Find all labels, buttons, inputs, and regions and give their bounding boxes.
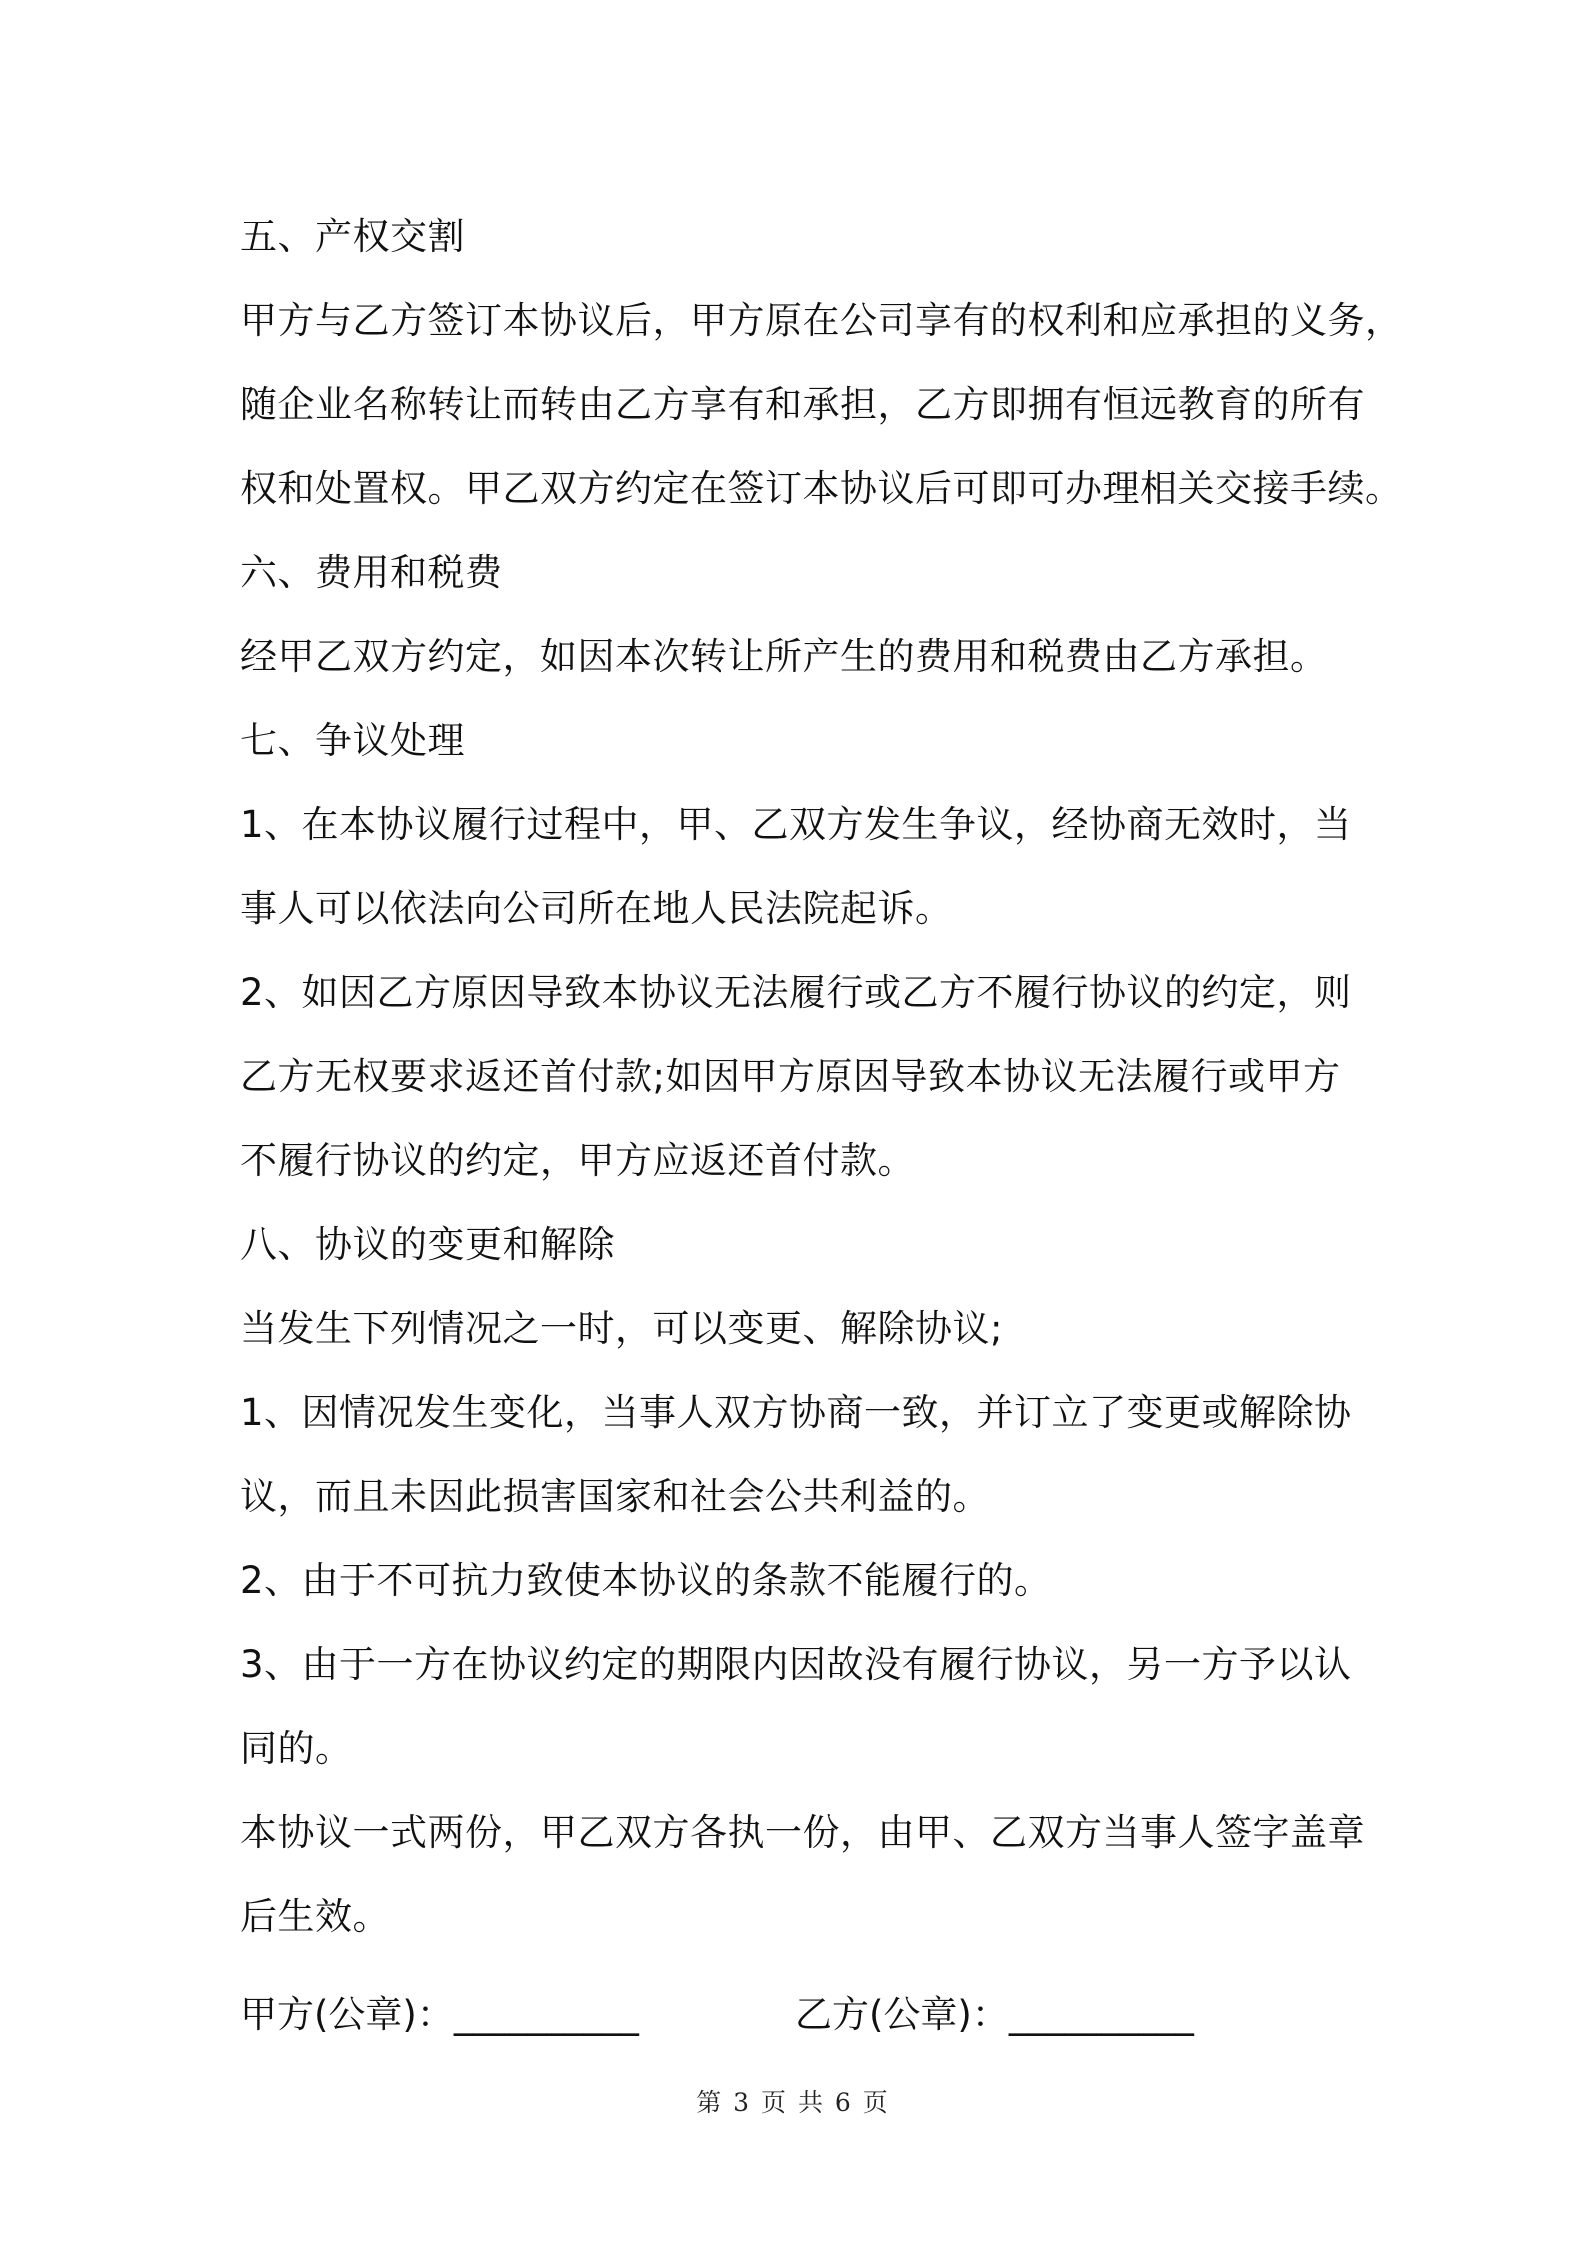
paragraph-line: 权和处置权。甲乙双方约定在签订本协议后可即可办理相关交接手续。 — [240, 467, 1403, 510]
paragraph-line: 2、如因乙方原因导致本协议无法履行或乙方不履行协议的约定，则 — [240, 971, 1352, 1014]
paragraph-line: 议，而且未因此损害国家和社会公共利益的。 — [240, 1475, 990, 1518]
paragraph-line: 随企业名称转让而转由乙方享有和承担，乙方即拥有恒远教育的所有 — [240, 383, 1365, 426]
paragraph-line: 同的。 — [240, 1727, 353, 1770]
paragraph-line: 本协议一式两份，甲乙双方各执一份，由甲、乙双方当事人签字盖章 — [240, 1811, 1365, 1854]
paragraph-line: 经甲乙双方约定，如因本次转让所产生的费用和税费由乙方承担。 — [240, 635, 1328, 678]
section-heading-8: 八、协议的变更和解除 — [240, 1223, 615, 1266]
party-a-signature: 甲方(公章)：__________ — [240, 1993, 639, 2036]
paragraph-line: 事人可以依法向公司所在地人民法院起诉。 — [240, 887, 953, 930]
section-heading-7: 七、争议处理 — [240, 719, 465, 762]
signature-row — [240, 1973, 1380, 2057]
paragraph-line: 1、在本协议履行过程中，甲、乙双方发生争议，经协商无效时，当 — [240, 803, 1352, 846]
section-heading-6: 六、费用和税费 — [240, 551, 503, 594]
paragraph-line: 2、由于不可抗力致使本协议的条款不能履行的。 — [240, 1559, 1052, 1602]
page-number-footer: 第 3 页 共 6 页 — [696, 2088, 890, 2117]
paragraph-line: 1、因情况发生变化，当事人双方协商一致，并订立了变更或解除协 — [240, 1391, 1352, 1434]
paragraph-line: 甲方与乙方签订本协议后，甲方原在公司享有的权利和应承担的义务， — [240, 299, 1403, 342]
paragraph-line: 当发生下列情况之一时，可以变更、解除协议; — [240, 1307, 1003, 1350]
paragraph-line: 3、由于一方在协议约定的期限内因故没有履行协议，另一方予以认 — [240, 1643, 1352, 1686]
party-b-signature: 乙方(公章)：__________ — [795, 1993, 1194, 2036]
paragraph-line: 后生效。 — [240, 1895, 390, 1938]
paragraph-line: 不履行协议的约定，甲方应返还首付款。 — [240, 1139, 915, 1182]
document-body — [240, 195, 1403, 2057]
section-heading-5: 五、产权交割 — [240, 215, 465, 258]
paragraph-line: 乙方无权要求返还首付款;如因甲方原因导致本协议无法履行或甲方 — [240, 1055, 1341, 1098]
